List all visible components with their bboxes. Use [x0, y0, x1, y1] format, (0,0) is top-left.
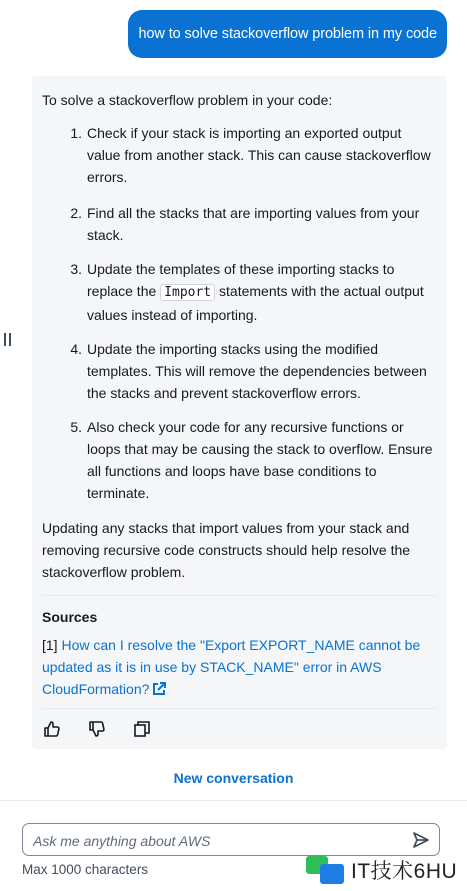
new-conversation-button[interactable]: New conversation — [173, 770, 294, 786]
divider — [42, 708, 437, 709]
answer-intro: To solve a stackoverflow problem in your code: — [42, 92, 333, 108]
watermark-text: IT技术6HU — [351, 860, 458, 883]
chat-input[interactable] — [31, 828, 405, 854]
list-item: 5. Also check your code for any recursive functions or loops that may be causing the stack to overflow. Ensure all functions and loops have base conditions to terminate. — [70, 419, 433, 501]
divider — [42, 595, 437, 596]
divider — [0, 800, 467, 801]
thumbs-down-icon[interactable] — [87, 719, 107, 739]
sources-heading: Sources — [42, 609, 98, 625]
send-icon[interactable] — [412, 831, 430, 849]
copy-icon[interactable] — [132, 719, 152, 739]
assistant-answer-card — [32, 76, 447, 749]
inline-code-import: Import — [160, 284, 215, 301]
thumbs-up-icon[interactable] — [42, 719, 62, 739]
list-item: 3. Update the templates of these importing stacks to replace the Import statements with the actual output values instead of importing. — [70, 261, 424, 323]
source-link[interactable]: How can I resolve the "Export EXPORT_NAME cannot be updated as it is in use by STACK_NAME" error in AWS CloudFormation? — [42, 637, 421, 697]
source-ref: [1] — [42, 637, 58, 653]
feedback-bar — [42, 719, 152, 739]
list-item: 4. Update the importing stacks using the modified templates. This will remove the dependencies between the stacks and prevent stackoverflow errors. — [70, 341, 427, 401]
list-item: 2. Find all the stacks that are importing values from your stack. — [70, 205, 420, 243]
chat-input-box — [22, 823, 440, 856]
answer-summary: Updating any stacks that import values from your stack and removing recursive code constructs should help resolve the stackoverflow problem. — [42, 520, 411, 580]
character-limit-hint: Max 1000 characters — [22, 862, 149, 877]
watermark-logo-icon — [306, 854, 346, 886]
source-item — [42, 634, 432, 702]
external-link-icon[interactable] — [152, 680, 166, 702]
panel-resize-handle[interactable] — [4, 333, 14, 349]
list-item: 1. Check if your stack is importing an exported output value from another stack. This can cause stackoverflow errors. — [70, 125, 431, 185]
watermark — [306, 854, 457, 886]
user-message-text: how to solve stackoverflow problem in my code — [138, 26, 437, 42]
user-message-bubble — [128, 10, 447, 58]
